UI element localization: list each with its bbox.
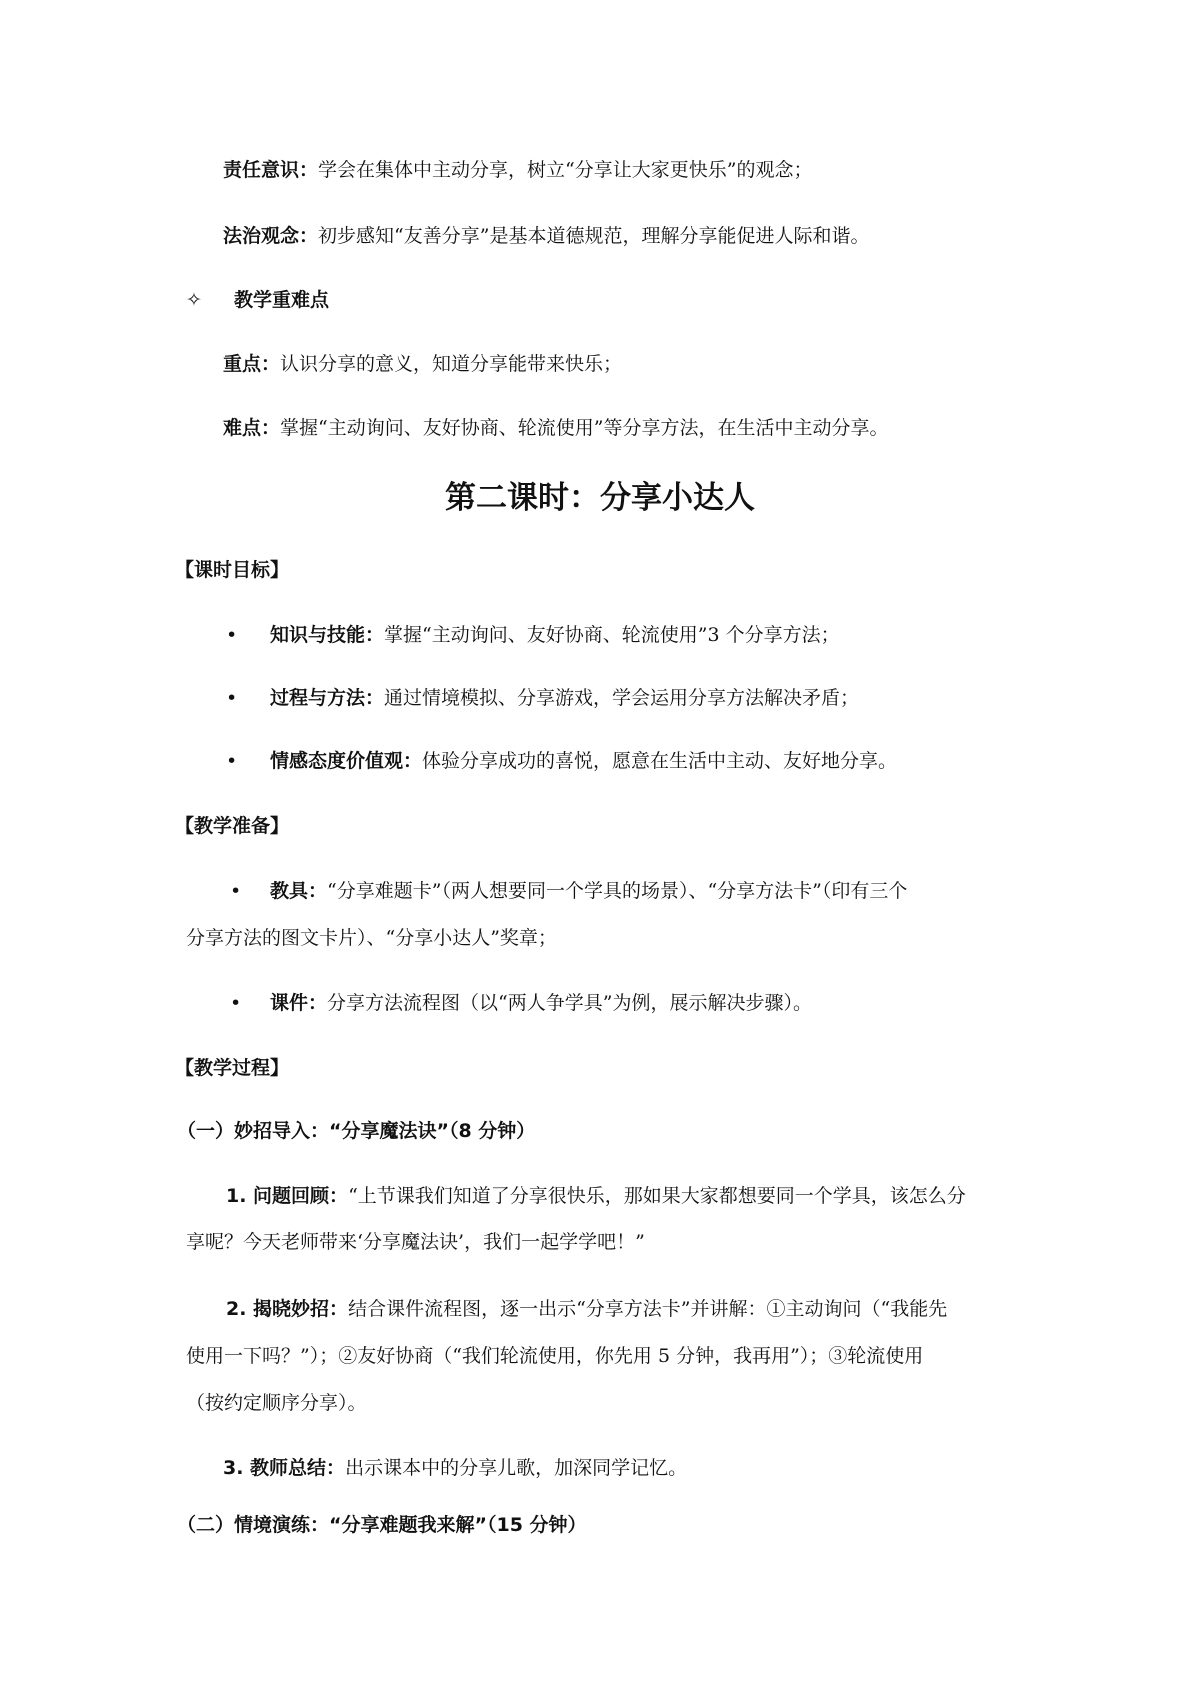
focus-paragraph — [223, 351, 622, 377]
objective-bullet-3: • — [226, 750, 238, 772]
sparkle-icon: ✧ — [186, 289, 202, 311]
objective-text-1: 掌握“主动询问、友好协商、轮流使用”3 个分享方法； — [384, 624, 840, 646]
law-paragraph — [223, 223, 869, 249]
step3-label: 3. 教师总结： — [223, 1457, 346, 1479]
lesson-title: 第二课时：分享小达人 — [445, 480, 755, 516]
step2-label: 2. 揭晓妙招： — [226, 1298, 349, 1320]
focus-label: 重点： — [223, 353, 281, 375]
tools-paragraph-line1 — [270, 878, 907, 904]
focus-text: 认识分享的意义，知道分享能带来快乐； — [280, 353, 623, 375]
objective-text-3: 体验分享成功的喜悦，愿意在生活中主动、友好地分享。 — [422, 750, 898, 772]
law-text: 初步感知“友善分享”是基本道德规范，理解分享能促进人际和谐。 — [318, 225, 870, 247]
step3-text: 出示课本中的分享儿歌，加深同学记忆。 — [345, 1457, 688, 1479]
difficulty-label: 难点： — [223, 417, 281, 439]
objective-label-2: 过程与方法： — [270, 687, 385, 709]
difficulty-text: 掌握“主动询问、友好协商、轮流使用”等分享方法，在生活中主动分享。 — [280, 417, 889, 439]
objective-item-1 — [270, 622, 840, 648]
tools-text-line2: 分享方法的图文卡片）、“分享小达人”奖章； — [186, 927, 557, 949]
objective-bullet-2: • — [226, 687, 238, 709]
tools-bullet: • — [230, 880, 242, 902]
tools-text-line1: “分享难题卡”（两人想要同一个学具的场景）、“分享方法卡”（印有三个 — [327, 880, 908, 902]
step1-text-line1: “上节课我们知道了分享很快乐，那如果大家都想要同一个学具，该怎么分 — [348, 1185, 966, 1207]
step1-line2: 享呢？今天老师带来‘分享魔法诀’，我们一起学学吧！” — [186, 1231, 645, 1253]
step2-line3: （按约定顺序分享）。 — [186, 1392, 367, 1414]
objective-text-2: 通过情境模拟、分享游戏，学会运用分享方法解决矛盾； — [384, 687, 860, 709]
step1-label: 1. 问题回顾： — [226, 1185, 349, 1207]
tools-label: 教具： — [270, 880, 328, 902]
objective-label-1: 知识与技能： — [270, 624, 385, 646]
part2-heading: （二）情境演练：“分享难题我来解”（15 分钟） — [177, 1514, 587, 1536]
objectives-heading: 【课时目标】 — [175, 559, 290, 581]
key-points-heading-text: 教学重难点 — [233, 289, 329, 311]
part1-heading: （一）妙招导入：“分享魔法诀”（8 分钟） — [177, 1120, 536, 1142]
courseware-paragraph — [270, 990, 812, 1016]
courseware-bullet: • — [230, 992, 242, 1014]
objective-bullet-1: • — [226, 624, 238, 646]
step1-line1 — [226, 1183, 966, 1209]
responsibility-text: 学会在集体中主动分享，树立“分享让大家更快乐”的观念； — [318, 159, 813, 181]
preparation-heading: 【教学准备】 — [175, 815, 290, 837]
responsibility-paragraph — [223, 157, 812, 183]
step3-line — [223, 1455, 687, 1481]
responsibility-label: 责任意识： — [223, 159, 319, 181]
process-heading: 【教学过程】 — [175, 1057, 290, 1079]
key-points-heading — [186, 287, 329, 313]
step2-text-line1: 结合课件流程图，逐一出示“分享方法卡”并讲解：①主动询问（“我能先 — [348, 1298, 948, 1320]
difficulty-paragraph — [223, 415, 888, 441]
law-label: 法治观念： — [223, 225, 319, 247]
objective-item-3 — [270, 748, 897, 774]
objective-item-2 — [270, 685, 859, 711]
courseware-text: 分享方法流程图（以“两人争学具”为例，展示解决步骤）。 — [327, 992, 812, 1014]
step2-line1 — [226, 1296, 947, 1322]
objective-label-3: 情感态度价值观： — [270, 750, 423, 772]
step2-line2: 使用一下吗？”）；②友好协商（“我们轮流使用，你先用 5 分钟，我再用”）；③轮流使用 — [186, 1345, 924, 1367]
courseware-label: 课件： — [270, 992, 328, 1014]
